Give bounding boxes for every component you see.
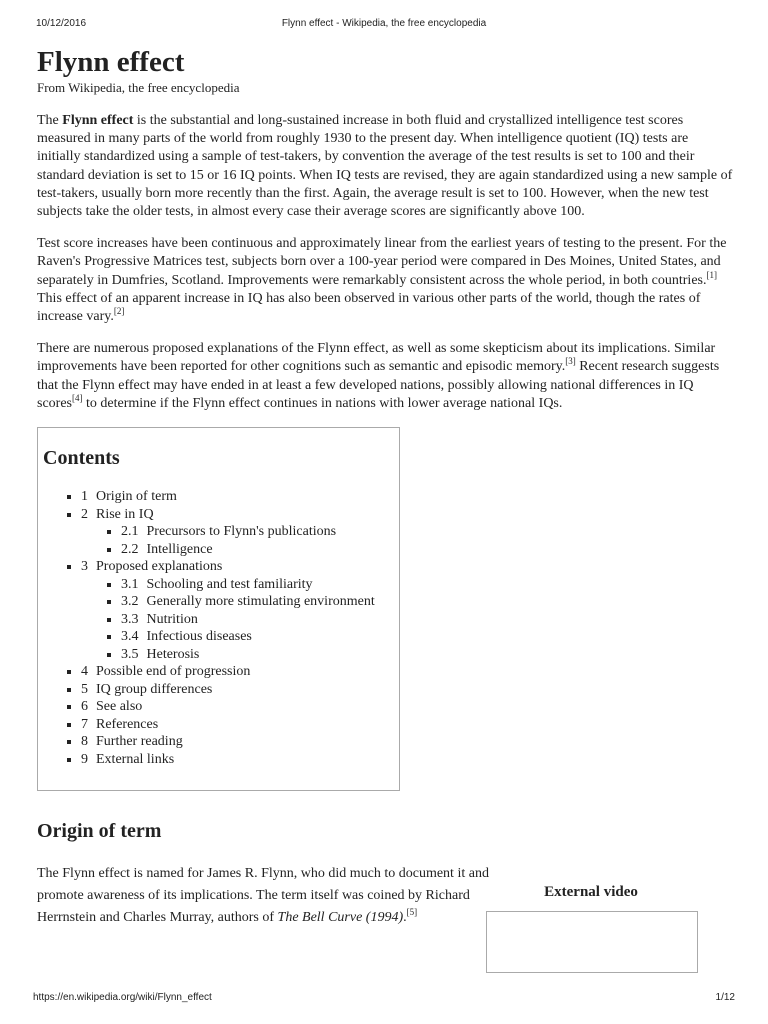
citation-link-2[interactable]: [2] <box>113 306 125 317</box>
section-heading-origin: Origin of term <box>37 820 162 843</box>
print-footer <box>0 992 768 1006</box>
toc-subitem-label[interactable]: Schooling and test familiarity <box>146 576 313 592</box>
origin-text-pre: The Flynn effect is named for James R. Flynn, who did much to document it and promote awareness of its implications. The term itself was coined by Richard Herrnstein and Charles Murray, authors of <box>37 866 489 926</box>
toc-item[interactable] <box>81 488 399 506</box>
toc-item[interactable] <box>81 751 399 769</box>
print-header <box>0 10 768 29</box>
toc-subitem-number: 3.2 <box>121 594 139 610</box>
p1-text-pre: The <box>37 113 63 128</box>
p1-text-post: is the substantial and long-sustained increase in both fluid and crystallized intelligence test scores measured in many parts of the world from roughly 1930 to the present day. When intelligence quotient (IQ) tests are initially standardized using a sample of test-takers, by convention the average of the test results is set to 100 and their standard deviation is set to 15 or 16 IQ points. When IQ tests are revised, they are again standardized using a new sample of test-takers, usually born more recently than the first. Again, the average result is set to 100. However, when the new test subjects take the older tests, in almost every case their average scores are significantly above 100. <box>37 113 733 220</box>
toc-subitem-number: 3.5 <box>121 646 139 662</box>
toc-subitem-number: 2.1 <box>121 524 139 540</box>
toc-item-number: 5 <box>81 681 88 697</box>
toc-item-label[interactable]: Further reading <box>96 734 183 750</box>
print-date: 10/12/2016 <box>36 18 87 29</box>
toc-item-label[interactable]: Possible end of progression <box>96 664 251 680</box>
p2-text-2: This effect of an apparent increase in IQ has also been observed in various other parts of the world, though the rates of increase vary. <box>37 290 701 325</box>
citation-link-3[interactable]: [3] <box>565 356 576 367</box>
toc-sublist <box>81 523 399 558</box>
intro-paragraph-2 <box>37 235 733 326</box>
toc-heading: Contents <box>43 447 120 470</box>
print-page-title: Flynn effect - Wikipedia, the free encyclopedia <box>281 18 487 29</box>
toc-item-label[interactable]: External links <box>96 751 175 767</box>
table-of-contents <box>37 427 400 791</box>
toc-subitem[interactable] <box>121 646 399 664</box>
toc-subitem-label[interactable]: Infectious diseases <box>146 629 252 645</box>
toc-subitem-number: 3.1 <box>121 576 139 592</box>
p2-text-1: Test score increases have been continuous and approximately linear from the earliest years of testing to the present. For the Raven's Progressive Matrices test, subjects born over a 100-year period were compared in Des Moines, United States, and separately in Dumfries, Scotland. Improvements were remarkably consistent across the whole period, in both countries. <box>37 236 727 288</box>
print-url: https://en.wikipedia.org/wiki/Flynn_effect <box>33 992 212 1003</box>
page-subtitle: From Wikipedia, the free encyclopedia <box>37 80 240 95</box>
toc-item[interactable] <box>81 698 399 716</box>
page-title: Flynn effect <box>37 46 185 78</box>
toc-item[interactable] <box>81 663 399 681</box>
external-video-box <box>486 884 696 973</box>
p3-text-3: to determine if the Flynn effect continues in nations with lower average national IQs. <box>82 395 563 411</box>
toc-subitem[interactable] <box>121 628 399 646</box>
toc-item-number: 6 <box>81 699 88 715</box>
toc-subitem-number: 3.3 <box>121 611 139 627</box>
toc-item-number: 7 <box>81 716 88 732</box>
intro-paragraph-3 <box>37 340 733 413</box>
toc-subitem-number: 2.2 <box>121 541 139 557</box>
toc-item[interactable] <box>81 506 399 559</box>
external-video-label: External video <box>544 884 638 900</box>
p3-text-1: There are numerous proposed explanations of the Flynn effect, as well as some skepticism about its implications. Similar improvements have been reported for other cognitions such as semantic and episodic memory. <box>37 341 716 375</box>
toc-subitem[interactable] <box>121 611 399 629</box>
intro-paragraph-1 <box>37 112 733 221</box>
toc-item-label[interactable]: Rise in IQ <box>96 506 154 522</box>
p1-bold-term: Flynn effect <box>62 113 134 128</box>
toc-item-number: 9 <box>81 751 88 767</box>
toc-subitem-label[interactable]: Intelligence <box>146 541 213 557</box>
toc-item-label[interactable]: References <box>96 716 159 732</box>
toc-subitem-number: 3.4 <box>121 629 139 645</box>
citation-link-1[interactable]: [1] <box>706 269 717 280</box>
citation-link-5[interactable]: [5] <box>406 907 418 918</box>
toc-subitem[interactable] <box>121 576 399 594</box>
toc-item-label[interactable]: See also <box>96 699 143 715</box>
print-page-number: 1/12 <box>715 992 735 1003</box>
toc-item[interactable] <box>81 716 399 734</box>
toc-item[interactable] <box>81 558 399 663</box>
toc-list <box>43 488 399 768</box>
toc-sublist <box>81 576 399 664</box>
origin-paragraph <box>37 863 505 929</box>
toc-item[interactable] <box>81 681 399 699</box>
toc-subitem[interactable] <box>121 523 399 541</box>
toc-item-number: 2 <box>81 506 88 522</box>
origin-text-post: . <box>403 910 407 926</box>
toc-subitem-label[interactable]: Nutrition <box>146 611 198 627</box>
toc-subitem[interactable] <box>121 541 399 559</box>
toc-item-label[interactable]: IQ group differences <box>96 681 213 697</box>
toc-item-number: 8 <box>81 734 88 750</box>
origin-book-title: The Bell Curve (1994) <box>277 910 404 926</box>
toc-subitem[interactable] <box>121 593 399 611</box>
toc-item[interactable] <box>81 733 399 751</box>
toc-subitem-label[interactable]: Generally more stimulating environment <box>146 594 375 610</box>
toc-item-label[interactable]: Origin of term <box>96 489 177 505</box>
toc-item-number: 1 <box>81 489 88 505</box>
toc-subitem-label[interactable]: Heterosis <box>146 646 200 662</box>
citation-link-4[interactable]: [4] <box>72 392 83 403</box>
toc-item-number: 3 <box>81 559 88 575</box>
toc-item-number: 4 <box>81 664 88 680</box>
p3-text-2: Recent research suggests that the Flynn effect may have ended in at least a few developed nations, possibly allowing national differences in IQ scores <box>37 359 720 411</box>
toc-subitem-label[interactable]: Precursors to Flynn's publications <box>146 524 337 540</box>
article-content <box>37 44 733 929</box>
toc-item-label[interactable]: Proposed explanations <box>96 559 223 575</box>
external-video-frame[interactable] <box>486 911 698 973</box>
